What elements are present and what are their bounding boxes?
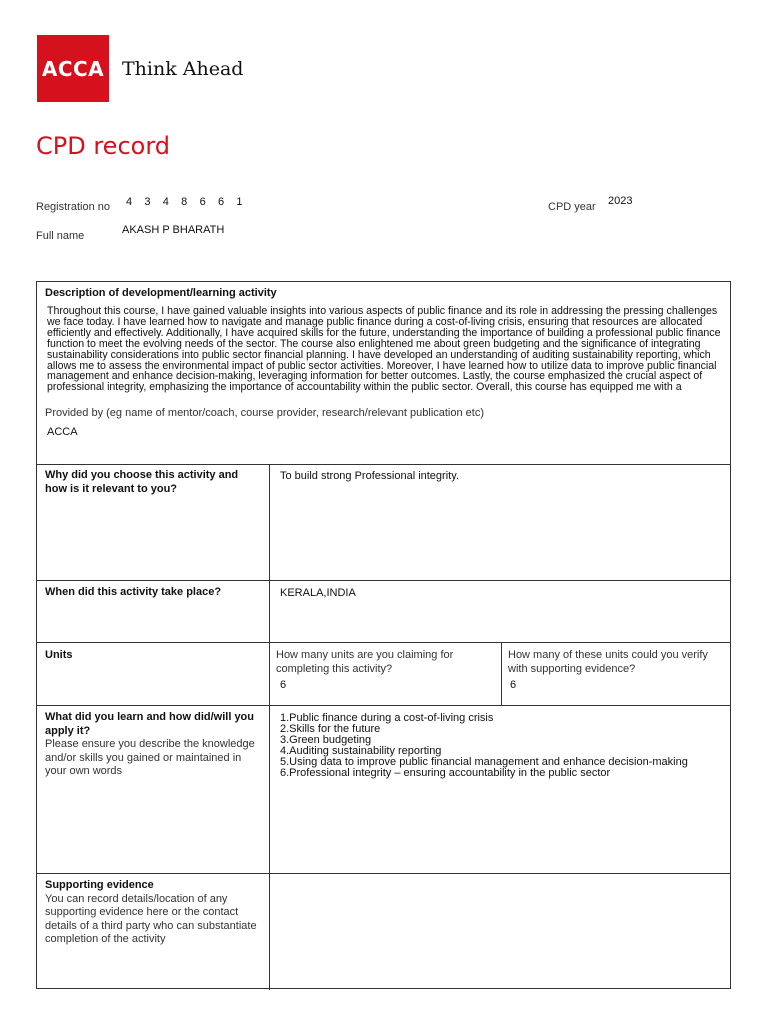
why-question: Why did you choose this activity and how is it relevant to you?: [45, 469, 239, 495]
row-divider: [37, 873, 730, 874]
brand-tagline: Think Ahead: [122, 58, 244, 80]
row-divider: [37, 642, 730, 643]
when-answer-field[interactable]: KERALA,INDIA: [280, 587, 356, 599]
units-label: Units: [45, 649, 73, 661]
learned-item: 6.Professional integrity – ensuring accountability in the public sector: [280, 767, 611, 779]
evidence-instruction: You can record details/location of any supporting evidence here or the contact details of a third party who can substantiate completion of the activity: [45, 892, 257, 945]
registration-digit: 8: [181, 196, 188, 208]
units-claim-field[interactable]: 6: [280, 679, 287, 691]
logo-text: ACCA: [41, 56, 105, 81]
provided-by-field[interactable]: ACCA: [47, 426, 78, 438]
learned-question: [45, 711, 260, 779]
cpd-year-label: CPD year: [548, 201, 596, 213]
evidence-heading: Supporting evidence: [45, 879, 154, 891]
description-textarea[interactable]: Throughout this course, I have gained valuable insights into various aspects of public finance and its role in addressing the pressing challenges we face today. I have learned how to navigate and manage public finance during a cost-of-living crisis, ensuring that resources are allocated efficiently and effectively. Additionally, I have acquired skills for the future, understanding the importance of building a professional public finance function to meet the evolving needs of the sector. The course also enlightened me about green budgeting and the significance of integrating sustainability considerations into public sector financial planning. I have developed an understanding of auditing sustainability reporting, which allows me to assess the environmental impact of public sector activities. Moreover, I have learned how to utilize data to improve public financial management and enhance decision-making, leveraging information for better outcomes. Lastly, the course emphasized the crucial aspect of professional integrity, emphasizing the importance of accountability within the public sector. Overall, this course has equipped me with a: [47, 306, 721, 394]
registration-number-field[interactable]: [126, 196, 255, 208]
row-divider: [37, 464, 730, 465]
units-verify-field[interactable]: 6: [510, 679, 517, 691]
learned-item: 2.Skills for the future: [280, 723, 381, 735]
evidence-heading-block: [45, 879, 260, 947]
registration-digit: 4: [126, 196, 133, 208]
registration-digit: 6: [199, 196, 206, 208]
full-name-label: Full name: [36, 230, 85, 242]
cpd-year-field[interactable]: 2023: [608, 195, 633, 207]
registration-digit: 3: [144, 196, 151, 208]
registration-digit: 4: [162, 196, 169, 208]
units-column-divider: [501, 642, 502, 705]
full-name-field[interactable]: AKASH P BHARATH: [122, 224, 225, 236]
learned-item: 3.Green budgeting: [280, 734, 372, 746]
units-claim-question: How many units are you claiming for completing this activity?: [276, 649, 454, 675]
why-answer-field[interactable]: To build strong Professional integrity.: [280, 470, 459, 482]
registration-digit: 6: [217, 196, 225, 208]
learned-item: 4.Auditing sustainability reporting: [280, 745, 442, 757]
learned-item: 5.Using data to improve public financial management and enhance decision-making: [280, 756, 688, 768]
cpd-form-table: [36, 281, 731, 989]
when-question: When did this activity take place?: [45, 586, 222, 598]
learned-instruction: Please ensure you describe the knowledge and/or skills you gained or maintained in your own words: [45, 738, 255, 777]
evidence-field[interactable]: [280, 881, 730, 981]
row-divider: [37, 580, 730, 581]
learned-answer-field[interactable]: [280, 713, 730, 779]
provided-by-label: Provided by (eg name of mentor/coach, course provider, research/relevant publication etc): [45, 407, 485, 419]
description-heading: Description of development/learning activity: [45, 287, 277, 299]
row-divider: [37, 705, 730, 706]
registration-label: Registration no: [36, 201, 110, 213]
registration-digit: 1: [236, 196, 243, 208]
column-divider: [269, 464, 270, 990]
units-verify-question: How many of these units could you verify with supporting evidence?: [508, 649, 708, 675]
learned-question-text: What did you learn and how did/will you apply it?: [45, 711, 254, 737]
acca-logo: [37, 35, 109, 102]
learned-item: 1.Public finance during a cost-of-living crisis: [280, 712, 494, 724]
page-title: CPD record: [36, 132, 171, 160]
